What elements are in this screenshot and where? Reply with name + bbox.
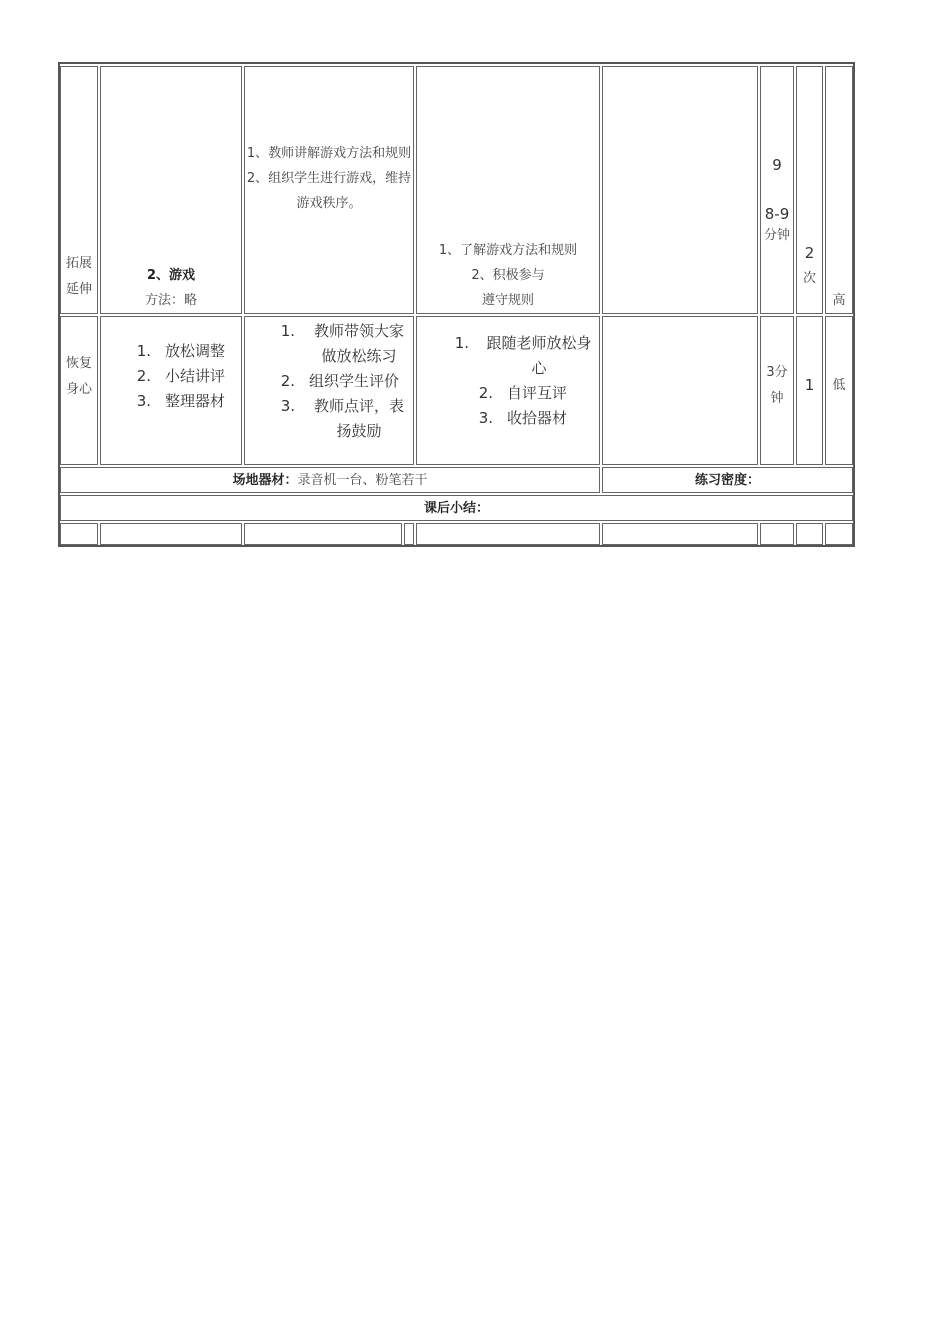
summary-label: 课后小结： [423, 500, 489, 516]
count-cell [796, 66, 823, 314]
list-text: 小结讲评 [165, 367, 226, 385]
list-text: 跟随老师放松身心 [486, 334, 592, 377]
list-text: 教师点评，表扬鼓励 [313, 397, 404, 440]
empty-cell [760, 523, 794, 545]
section-cell [60, 66, 98, 314]
student-line-2: 2、积极参与 [471, 268, 545, 283]
list-number: 3. [136, 392, 151, 410]
count-unit: 次 [802, 271, 816, 286]
section-label-line2: 身心 [65, 381, 92, 397]
list-number: 2. [280, 372, 295, 390]
density-label: 练习密度： [694, 472, 760, 488]
density-cell [602, 467, 853, 493]
content-cell [100, 316, 242, 465]
intensity-value: 高 [832, 293, 846, 308]
list-number: 2. [478, 384, 493, 402]
section-label [61, 351, 97, 403]
student-line-1: 1、了解游戏方法和规则 [438, 243, 578, 258]
teacher-cell [244, 66, 414, 314]
content-list [101, 339, 241, 414]
section-label-line1: 恢复 [65, 355, 92, 371]
empty-cell [602, 523, 758, 545]
list-item [417, 406, 599, 431]
list-number: 3. [280, 397, 295, 415]
list-item [245, 319, 413, 369]
time-value: 3分钟 [766, 364, 788, 406]
list-item [121, 364, 241, 389]
list-number: 1. [454, 334, 469, 352]
table-row [60, 465, 853, 495]
equipment-cell [60, 467, 600, 493]
time-value-a: 9 [772, 156, 782, 174]
count-cell [796, 316, 823, 465]
lesson-plan-table [58, 62, 855, 547]
teacher-cell [244, 316, 414, 465]
intensity-cell [825, 316, 853, 465]
summary-cell [60, 495, 853, 521]
intensity-cell [825, 66, 853, 314]
list-text: 组织学生评价 [309, 372, 400, 390]
list-number: 3. [478, 409, 493, 427]
organization-cell [602, 316, 758, 465]
list-number: 1. [280, 322, 295, 340]
table-row [60, 64, 853, 316]
equipment-text [61, 468, 599, 493]
time-cell [760, 66, 794, 314]
count-value: 1 [804, 376, 815, 394]
intensity-value: 低 [832, 378, 846, 393]
count-value: 2 [804, 244, 815, 262]
list-text: 整理器材 [165, 392, 226, 410]
content-method: 方法：略 [144, 293, 197, 308]
equipment-label: 场地器材： [232, 472, 298, 488]
content-title: 2、游戏 [146, 268, 196, 283]
section-label [61, 251, 97, 303]
section-cell [60, 316, 98, 465]
list-number: 2. [136, 367, 151, 385]
student-cell [416, 316, 600, 465]
empty-cell [416, 523, 600, 545]
list-text: 收拾器材 [507, 409, 568, 427]
empty-cell [404, 523, 414, 545]
time-value-b: 8-9 [764, 205, 790, 223]
empty-cell [60, 523, 98, 545]
table-row [60, 314, 853, 467]
teacher-line-1: 1、教师讲解游戏方法和规则 [246, 145, 412, 161]
student-line-3: 遵守规则 [481, 293, 534, 308]
list-number: 1. [136, 342, 151, 360]
teacher-line-2: 2、组织学生进行游戏，维持游戏秩序。 [246, 170, 412, 211]
time-cell [760, 316, 794, 465]
empty-cell [825, 523, 853, 545]
section-label-line2: 延伸 [65, 282, 92, 297]
list-item [417, 331, 599, 381]
list-item [417, 381, 599, 406]
list-item [245, 394, 413, 444]
table-row [60, 521, 853, 547]
content-cell [100, 66, 242, 314]
list-text: 放松调整 [165, 342, 226, 360]
list-text: 自评互评 [507, 384, 568, 402]
list-item [121, 339, 241, 364]
time-unit: 分钟 [763, 228, 790, 243]
student-cell [416, 66, 600, 314]
organization-cell [602, 66, 758, 314]
list-item [245, 369, 413, 394]
list-text: 教师带领大家做放松练习 [313, 322, 404, 365]
table-row [60, 493, 853, 523]
list-item [121, 389, 241, 414]
empty-cell [244, 523, 402, 545]
empty-cell [796, 523, 823, 545]
section-label-line1: 拓展 [65, 256, 92, 271]
equipment-value: 录音机一台、粉笔若干 [297, 472, 428, 488]
empty-cell [100, 523, 242, 545]
